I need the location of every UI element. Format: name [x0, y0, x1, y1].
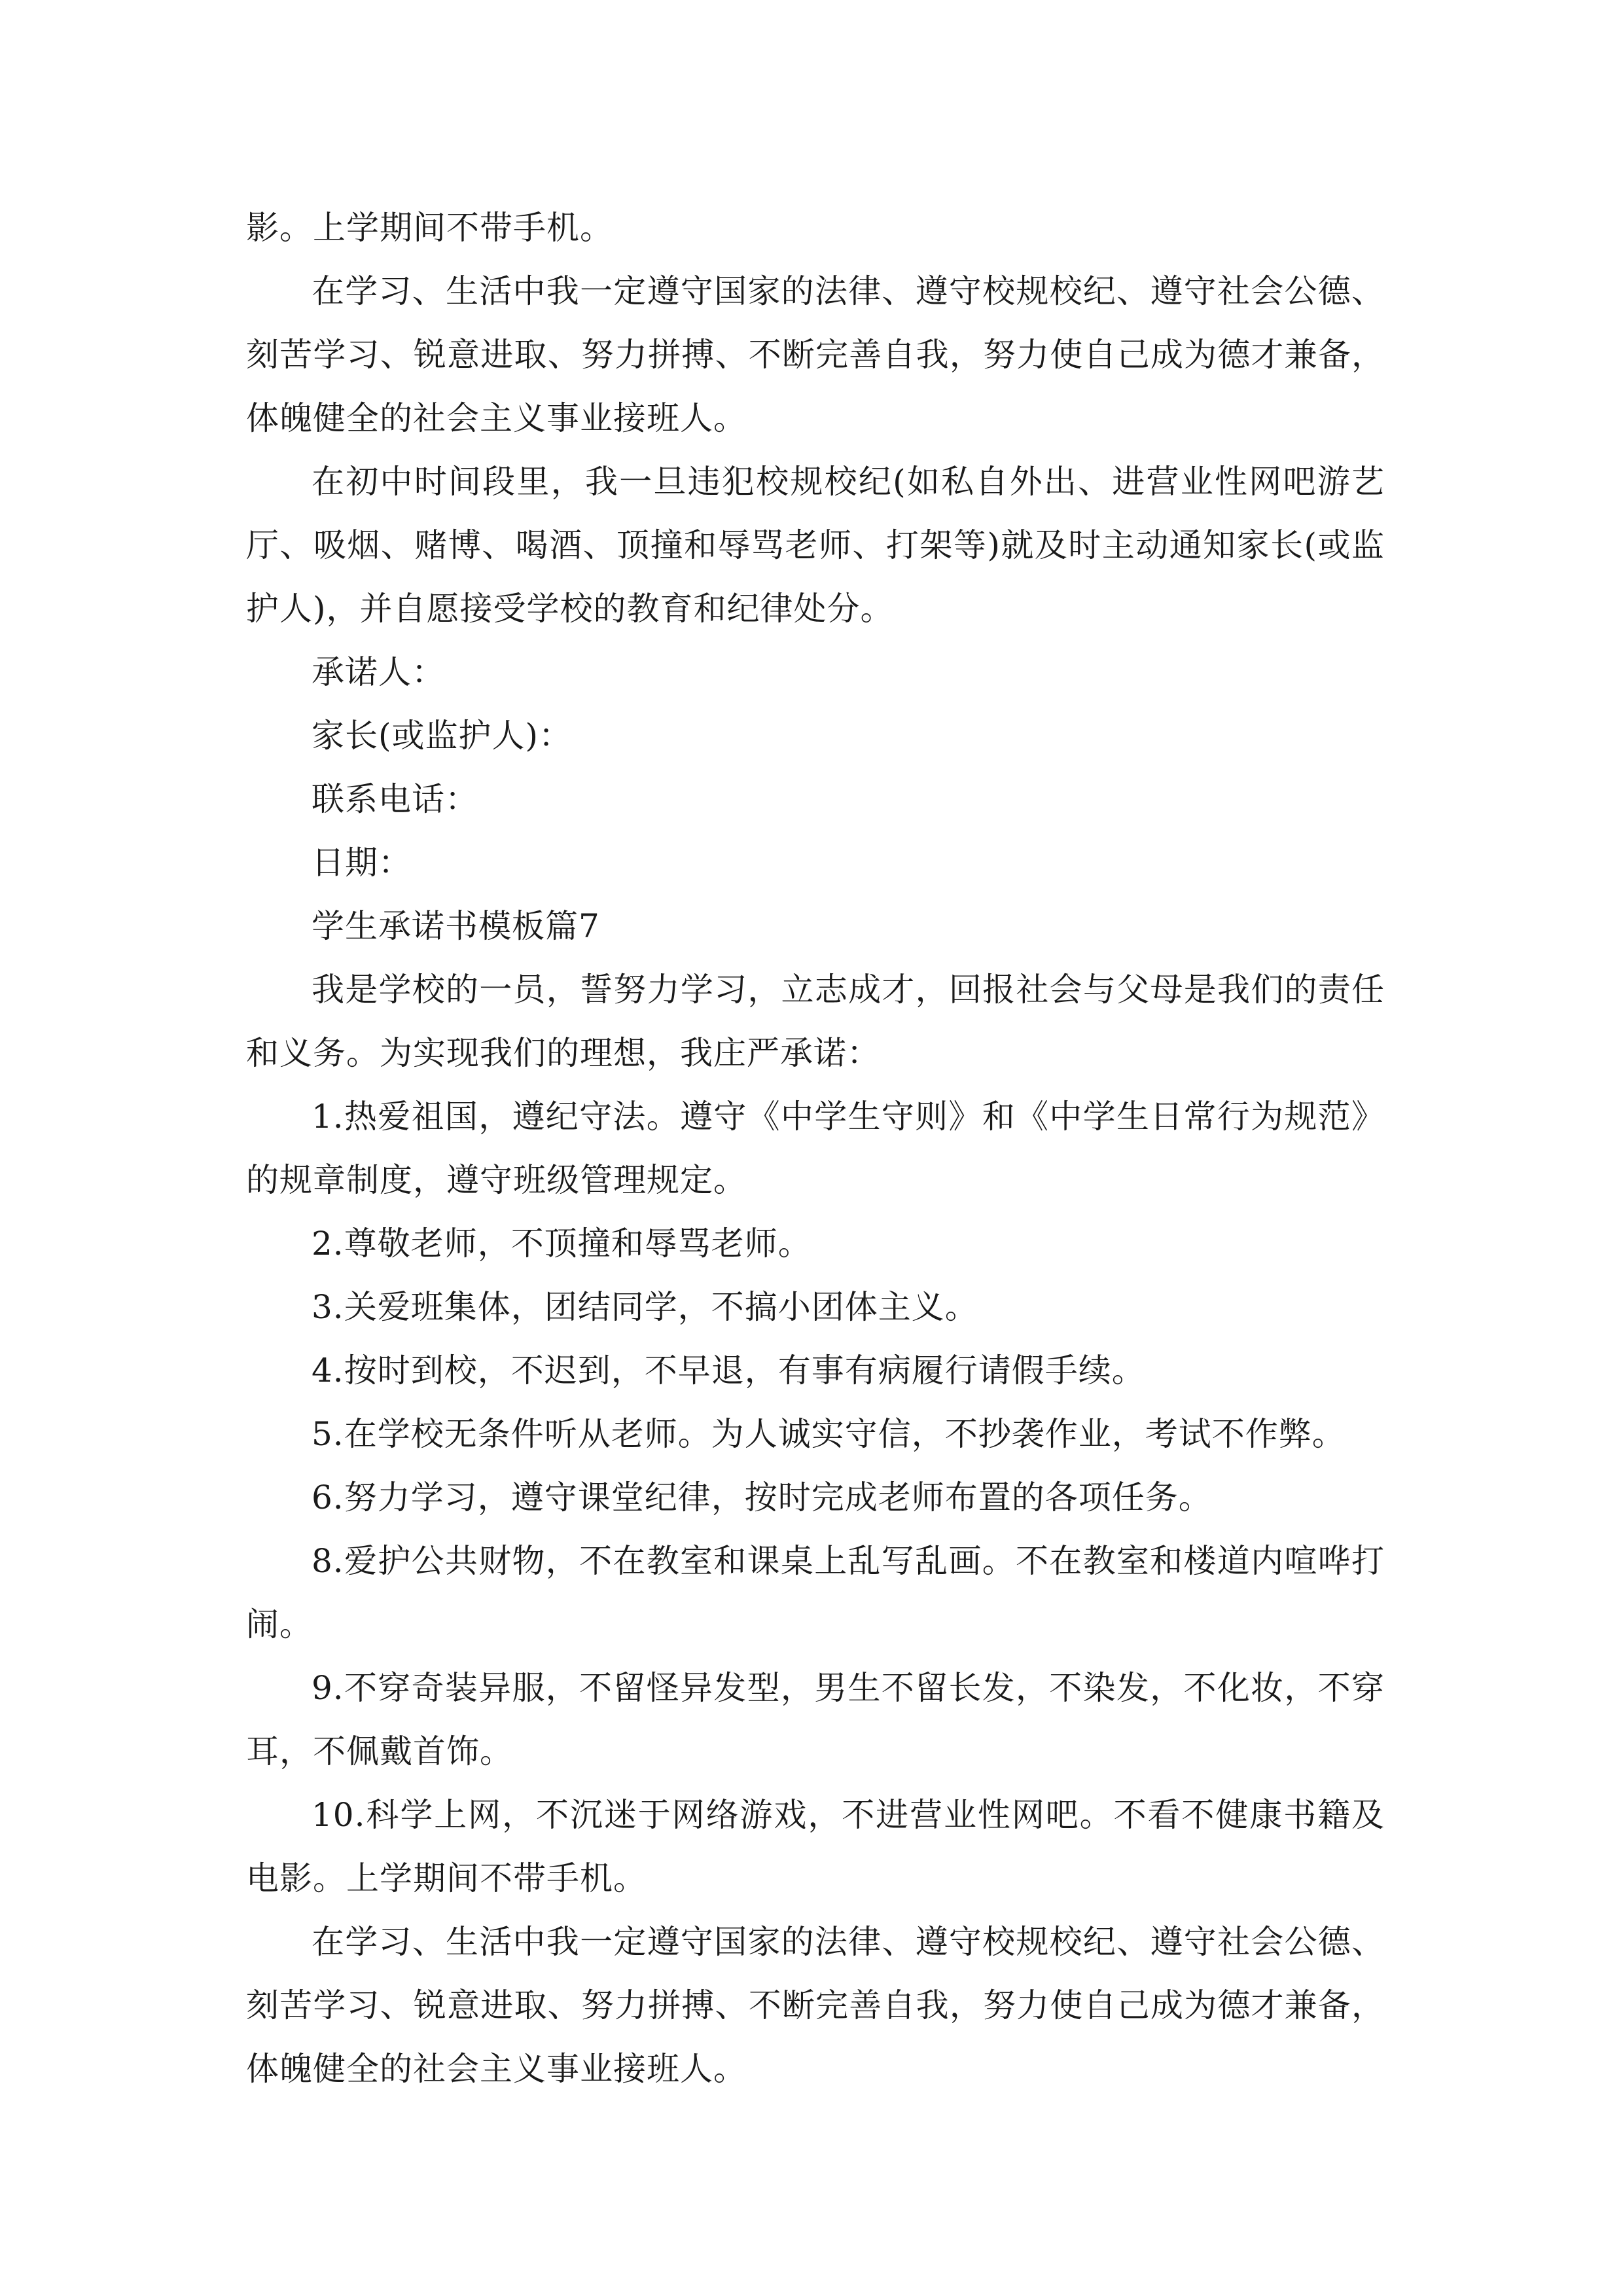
signature-pledger-label: 承诺人：	[312, 653, 445, 691]
list-item-8: 8.爱护公共财物，不在教室和课桌上乱写乱画。不在教室和楼道内喧哗打闹。	[246, 1542, 1385, 1643]
list-item-9: 9.不穿奇装异服，不留怪异发型，男生不留长发，不染发，不化妆，不穿耳，不佩戴首饰。	[246, 1669, 1385, 1770]
list-item-2: 2.尊敬老师，不顶撞和辱骂老师。	[312, 1225, 812, 1263]
signature-guardian-label: 家长(或监护人)：	[312, 717, 573, 755]
section-title: 学生承诺书模板篇7	[312, 907, 600, 945]
list-item-5: 5.在学校无条件听从老师。为人诚实守信，不抄袭作业，考试不作弊。	[312, 1415, 1346, 1453]
list-item-1: 1.热爱祖国，遵纪守法。遵守《中学生守则》和《中学生日常行为规范》的规章制度，遵守班级管理规定。	[246, 1098, 1385, 1199]
paragraph-continuation: 影。上学期间不带手机。	[246, 209, 613, 247]
list-item-6: 6.努力学习，遵守课堂纪律，按时完成老师布置的各项任务。	[312, 1479, 1212, 1516]
paragraph-pledge-law-repeat: 在学习、生活中我一定遵守国家的法律、遵守校规校纪、遵守社会公德、刻苦学习、锐意进取、努力拼搏、不断完善自我，努力使自己成为德才兼备，体魄健全的社会主义事业接班人。	[246, 1923, 1385, 2088]
list-item-10: 10.科学上网，不沉迷于网络游戏，不进营业性网吧。不看不健康书籍及电影。上学期间不带手机。	[246, 1796, 1385, 1897]
list-item-3: 3.关爱班集体，团结同学，不搞小团体主义。	[312, 1288, 978, 1326]
paragraph-pledge-law: 在学习、生活中我一定遵守国家的法律、遵守校规校纪、遵守社会公德、刻苦学习、锐意进取、努力拼搏、不断完善自我，努力使自己成为德才兼备，体魄健全的社会主义事业接班人。	[246, 272, 1385, 437]
document-body	[246, 196, 1385, 2101]
signature-phone-label: 联系电话：	[312, 780, 478, 818]
paragraph-intro: 我是学校的一员，誓努力学习，立志成才，回报社会与父母是我们的责任和义务。为实现我们的理想，我庄严承诺：	[246, 971, 1385, 1072]
list-item-4: 4.按时到校，不迟到，不早退，有事有病履行请假手续。	[312, 1352, 1145, 1390]
signature-date-label: 日期：	[312, 844, 412, 882]
paragraph-discipline: 在初中时间段里，我一旦违犯校规校纪(如私自外出、进营业性网吧游艺厅、吸烟、赌博、喝酒、顶撞和辱骂老师、打架等)就及时主动通知家长(或监护人)，并自愿接受学校的教育和纪律处分。	[246, 463, 1385, 628]
